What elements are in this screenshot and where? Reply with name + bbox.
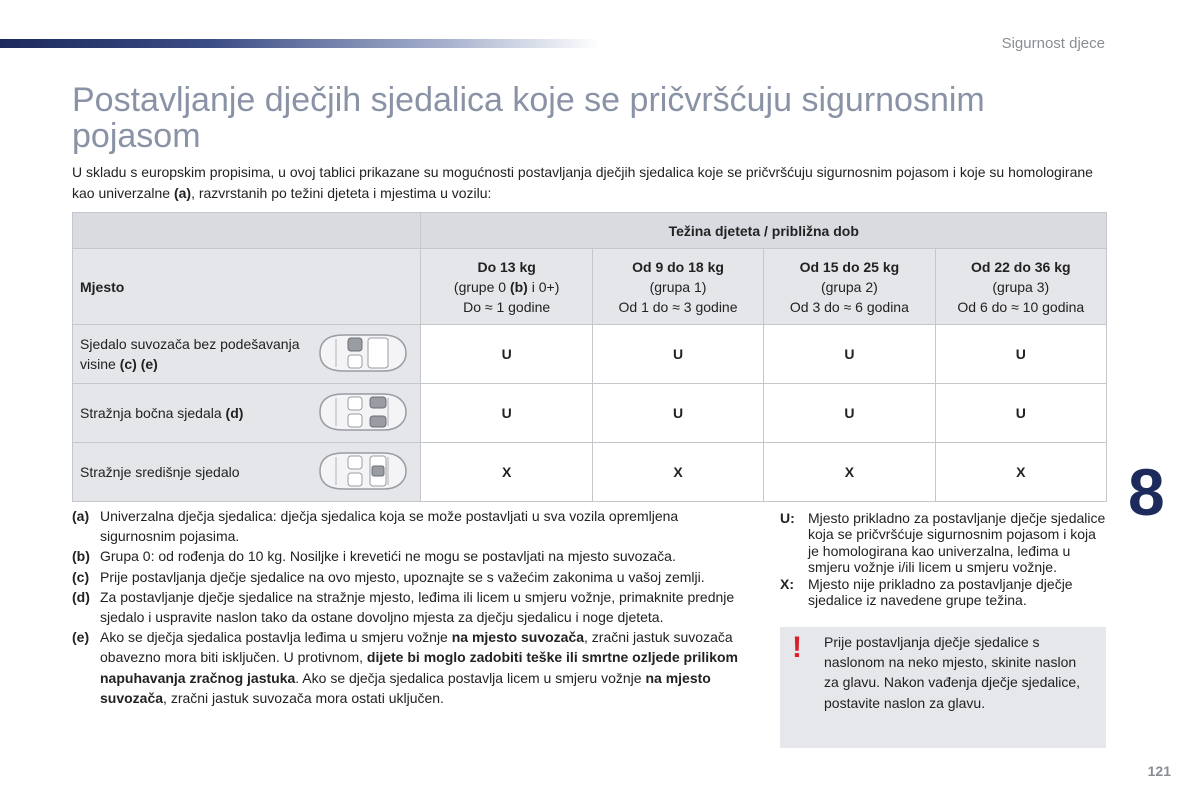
child-seat-table — [72, 212, 1107, 502]
footnote-d: (d) Za postavljanje dječje sjedalice na stražnje mjesto, leđima ili licem u smjeru vožnje, primaknite prednje sjedalo i uspravite naslon tako da ostane dovoljno mjesta za dječju sjedalicu i noge djeteta. — [72, 588, 735, 626]
table-cell: U — [764, 384, 935, 443]
header-accent-bar — [0, 39, 600, 48]
table-row — [73, 443, 1107, 502]
group-header: Od 15 do 25 kg (grupa 2) Od 3 do ≈ 6 godina — [764, 249, 935, 325]
footnote-b: (b) Grupa 0: od rođenja do 10 kg. Nosiljke i krevetići ne mogu se postavljati na mjesto suvozača. — [72, 548, 676, 565]
legend-x: X: Mjesto nije prikladno za postavljanje dječje sjedalice iz navedene grupe težina. — [780, 575, 1073, 609]
table-cell: U — [935, 325, 1106, 384]
table-cell: U — [592, 325, 763, 384]
car-rear-side-seats-icon — [314, 390, 410, 434]
table-cell: U — [935, 384, 1106, 443]
group-header: Do 13 kg (grupe 0 (b) i 0+) Do ≈ 1 godine — [421, 249, 592, 325]
car-front-passenger-seat-icon — [314, 331, 410, 375]
intro-paragraph: U skladu s europskim propisima, u ovoj tablici prikazane su mogućnosti postavljanja dječjih sjedalica koje se pričvršćuju sigurnosnim pojasom i koje su homologirane kao univerzalne (a), razvrstanih po težini djeteta i mjestima u vozilu: — [72, 164, 1093, 201]
table-header-empty — [73, 213, 421, 249]
place-label: Sjedalo suvozača bez podešavanja visine (c) (e) — [80, 336, 300, 372]
place-cell — [73, 325, 421, 384]
table-group-row — [73, 249, 1107, 325]
car-rear-center-seat-icon — [314, 449, 410, 493]
table-cell: X — [935, 443, 1106, 502]
table-cell: U — [421, 384, 592, 443]
table-header-weight-age: Težina djeteta / približna dob — [421, 213, 1107, 249]
footnote-a: (a) Univerzalna dječja sjedalica: dječja sjedalica koja se može postavljati u sva vozila opremljena sigurnosnim pojasima. — [72, 508, 679, 545]
place-cell — [73, 443, 421, 502]
table-header-row — [73, 213, 1107, 249]
place-label: Stražnje središnje sjedalo — [80, 464, 240, 480]
table-cell: U — [764, 325, 935, 384]
place-cell — [73, 384, 421, 443]
warning-text: Prije postavljanja dječje sjedalice s naslonom na neko mjesto, skinite naslon za glavu. Nakon vađenja dječje sjedalice, postavite naslon za glavu. — [824, 634, 1081, 711]
place-label: Stražnja bočna sjedala (d) — [80, 405, 244, 421]
table-row — [73, 325, 1107, 384]
group-header: Od 9 do 18 kg (grupa 1) Od 1 do ≈ 3 godine — [592, 249, 763, 325]
group-header: Od 22 do 36 kg (grupa 3) Od 6 do ≈ 10 godina — [935, 249, 1106, 325]
footnote-c: (c) Prije postavljanja dječje sjedalice na ovo mjesto, upoznajte se s važećim zakonima u vašoj zemlji. — [72, 568, 705, 585]
table-header-place: Mjesto — [73, 249, 421, 325]
page-title: Postavljanje dječjih sjedalica koje se pričvršćuju sigurnosnim pojasom — [72, 81, 985, 155]
footnote-e: (e) Ako se dječja sjedalica postavlja leđima u smjeru vožnje na mjesto suvozača, zračni jastuk suvozača obavezno mora biti isključen. U protivnom, dijete bi moglo zadobiti teške ili smrtne ozljede prilikom napuhavanja zračnog jastuka. Ako se dječja sjedalica postavlja licem u smjeru vožnje na mjesto suvozača, zračni jastuk suvozača mora ostati uključen. — [72, 629, 738, 706]
table-cell: X — [592, 443, 763, 502]
legend — [780, 510, 1110, 608]
chapter-number: 8 — [1128, 455, 1165, 529]
table-cell: X — [764, 443, 935, 502]
warning-box — [780, 627, 1106, 748]
table-row — [73, 384, 1107, 443]
table-cell: X — [421, 443, 592, 502]
table-cell: U — [421, 325, 592, 384]
section-label: Sigurnost djece — [1001, 35, 1105, 52]
legend-u: U: Mjesto prikladno za postavljanje dječje sjedalice koja se pričvršćuje sigurnosnim pojasom i koja je homologirana kao univerzalna, leđima u smjeru vožnje i/ili licem u smjeru vožnje. — [780, 510, 1106, 576]
exclamation-icon: ! — [792, 631, 802, 664]
page-number: 121 — [1147, 763, 1171, 779]
table-cell: U — [592, 384, 763, 443]
footnotes — [72, 506, 752, 708]
